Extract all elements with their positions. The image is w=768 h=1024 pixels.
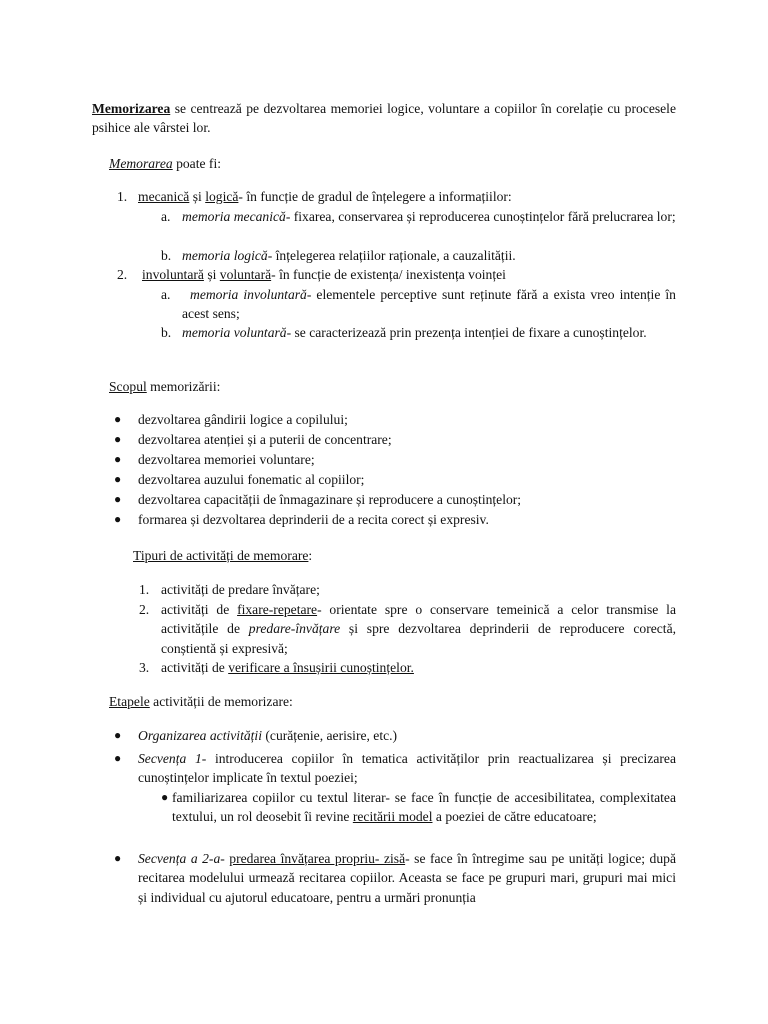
sub-label: b. (161, 325, 172, 340)
scopul-rest: memorizării: (146, 379, 221, 394)
sub-label: b. (161, 248, 172, 263)
sub-label: a. (161, 209, 171, 224)
bullet-icon: ● (114, 512, 122, 526)
etapa-text (138, 849, 676, 907)
item-text (138, 187, 512, 206)
underlined-term: verificare a însușirii cunoștințelor. (228, 660, 414, 675)
item-text (142, 265, 506, 284)
item-number: 2. (139, 602, 150, 617)
etapa-rest: - se face în întregime sau pe unități logice; după recitarea modelului urmează recitarea copiilor. Aceasta se face pe grupuri mari, grupuri mai mici și individual cu ajutorul educatoare, pentru a urmări pronunția (138, 851, 676, 905)
sub-term: memoria logică (182, 248, 268, 263)
list-item-text: dezvoltarea atenției și a puterii de concentrare; (138, 432, 392, 447)
underlined-term: recitării model (352, 809, 433, 825)
tipuri-heading (133, 546, 312, 565)
item-number: 1. (139, 582, 150, 597)
text-part: - orientate spre o conservare temeinică a celor transmise la activitățile de (161, 602, 676, 637)
sub-text: - se caracterizează prin prezența intenției de fixare a cunoștințelor. (286, 325, 647, 340)
item-sep: și (189, 189, 206, 204)
etapa-term: Organizarea activității (138, 728, 262, 743)
bullet-icon: ● (114, 492, 122, 506)
text-part: a poeziei de către educatoare; (432, 809, 597, 825)
item-term-a: involuntară (142, 267, 204, 282)
item-text: activități de predare învățare; (161, 582, 320, 597)
etapele-heading (109, 692, 293, 711)
list-item-text: dezvoltarea capacității de înmagazinare și reproducere a cunoștințelor; (138, 492, 522, 507)
item-rest: - în funcție de existența/ inexistența voinței (271, 267, 506, 282)
bullet-icon: ● (114, 452, 122, 466)
bullet-icon: ● (114, 751, 122, 765)
intro-paragraph (92, 99, 676, 138)
list-item-text: dezvoltarea auzului fonematic al copiilor; (138, 472, 365, 487)
underlined-term: predarea învățarea propriu- zisă (229, 851, 406, 866)
text-part: și spre dezvoltarea deprinderii de reproducere corectă, conștientă și expresivă; (161, 621, 676, 656)
sub-term: memoria mecanică (182, 209, 286, 224)
scopul-term: Scopul (109, 379, 147, 394)
etapele-term: Etapele (109, 694, 150, 709)
list-item-text: formarea și dezvoltarea deprinderii de a recita corect și expresiv. (138, 512, 489, 527)
item-text (161, 600, 676, 658)
item-sep: și (203, 267, 220, 282)
etapa-sub-text (172, 788, 676, 827)
bullet-icon: ● (114, 472, 122, 486)
list-item-text: dezvoltarea memoriei voluntare; (138, 452, 315, 467)
etapa-text (138, 749, 676, 788)
scopul-heading (109, 377, 220, 396)
text-part: activități de (161, 660, 229, 675)
memorare-heading (109, 154, 221, 173)
etapa-term: Secvența a 2-a- (138, 851, 225, 866)
intro-term: Memorizarea (92, 101, 171, 116)
etapele-rest: activității de memorizare: (149, 694, 293, 709)
italic-term: predare-învățare (248, 621, 341, 637)
memorare-rest: poate fi: (172, 156, 222, 171)
item-number: 3. (139, 660, 150, 675)
etapa-term: Secvența 1- (138, 751, 207, 766)
etapa-rest: introducerea copiilor în tematica activităților prin reactualizarea și precizarea cunoștințelor implicate în textul poeziei; (138, 751, 676, 786)
sub-text: - fixarea, conservarea și reproducerea cunoștințelor fără prelucrarea lor; (285, 209, 676, 224)
bullet-icon: ● (114, 412, 122, 426)
sub-term: memoria involuntară (190, 287, 307, 302)
bullet-icon: ● (114, 432, 122, 446)
item-term-b: logică (205, 189, 239, 204)
sub-term: memoria voluntară (182, 325, 287, 340)
bullet-icon: ● (114, 851, 122, 865)
item-text (161, 658, 414, 677)
bullet-icon: ● (161, 790, 169, 804)
underlined-term: fixare-repetare (237, 602, 318, 617)
text-part: activități de (161, 602, 238, 617)
sub-text: - elementele perceptive sunt reținute fără a exista vreo intenție în acest sens; (182, 287, 676, 322)
tipuri-term: Tipuri de activități de memorare (133, 548, 309, 563)
tipuri-colon: : (308, 548, 313, 563)
text-part: familiarizarea copiilor cu textul literar- se face în funcție de accesibilitatea, complexitatea textului, un rol deosebit îi revine (172, 790, 676, 825)
item-rest: - în funcție de gradul de înțelegere a informațiilor: (238, 189, 512, 204)
item-term-b: voluntară (219, 267, 272, 282)
item-number: 2. (117, 267, 128, 282)
bullet-icon: ● (114, 728, 122, 742)
memorare-term: Memorarea (109, 156, 173, 171)
sub-text: - înțelegerea relațiilor raționale, a cauzalității. (267, 248, 516, 263)
item-term-a: mecanică (138, 189, 190, 204)
item-number: 1. (117, 189, 128, 204)
etapa-rest: (curățenie, aerisire, etc.) (261, 728, 398, 743)
intro-text: se centrează pe dezvoltarea memoriei logice, voluntare a copiilor în corelație cu procesele psihice ale vârstei lor. (92, 101, 676, 136)
etapa-text (138, 726, 397, 745)
list-item-text: dezvoltarea gândirii logice a copilului; (138, 412, 348, 427)
sub-label: a. (161, 287, 171, 302)
